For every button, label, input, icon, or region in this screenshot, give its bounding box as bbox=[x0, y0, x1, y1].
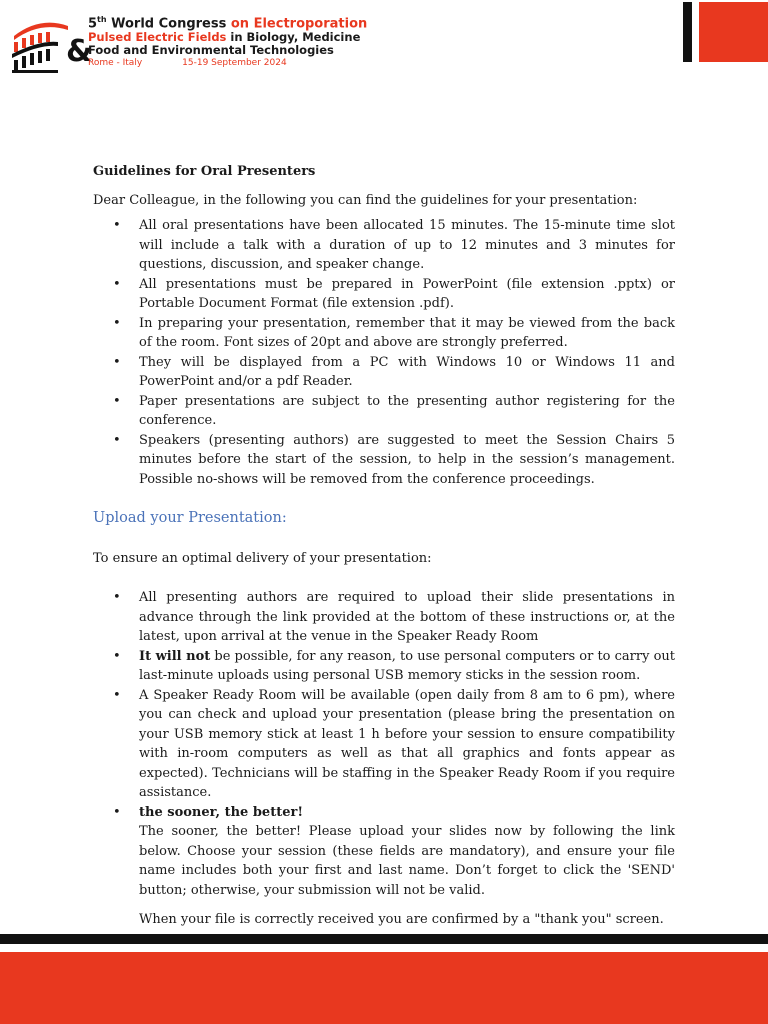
list-item: • A Speaker Ready Room will be available (open daily from 8 am to 6 pm), where you can check and upload your presentation (please bring the presentation on your USB memory stick at least 1 h before your session to ensure compatibility with in-room computers as well as that all graphics and fonts appear as expected). Technicians will be staffing in the Speaker Ready Room if you require assistance. bbox=[93, 686, 675, 803]
logo-text bbox=[88, 12, 367, 69]
footer-black-bar bbox=[0, 934, 768, 944]
list-item: • Speakers (presenting authors) are suggested to meet the Session Chairs 5 minutes before the start of the session, to help in the session’s management. Possible no-shows will be removed from the conference proceedings. bbox=[93, 431, 675, 490]
conference-logo bbox=[10, 12, 368, 78]
logo-line-4 bbox=[88, 57, 367, 69]
list-item: • In preparing your presentation, remember that it may be viewed from the back of the room. Font sizes of 20pt and above are strongly preferred. bbox=[93, 314, 675, 353]
list-item: • All presentations must be prepared in PowerPoint (file extension .pptx) or Portable Document Format (file extension .pdf). bbox=[93, 275, 675, 314]
list-item: • It will not be possible, for any reason, to use personal computers or to carry out last-minute uploads using personal USB memory sticks in the session room. bbox=[93, 647, 675, 686]
logo-line-3: Food and Environmental Technologies bbox=[88, 43, 334, 58]
logo-line-1: 5th World Congress on Electroporation bbox=[88, 15, 368, 32]
colosseum-icon bbox=[10, 16, 72, 74]
logo-ampersand: & bbox=[66, 34, 93, 69]
document-body bbox=[93, 162, 675, 930]
final-note: When your file is correctly received you are confirmed by a "thank you" screen. bbox=[139, 912, 664, 927]
ensure-text: To ensure an optimal delivery of your presentation: bbox=[93, 550, 432, 566]
page-title: Guidelines for Oral Presenters bbox=[93, 164, 316, 179]
list-item: • All presenting authors are required to upload their slide presentations in advance through the link provided at the bottom of these instructions or, at the latest, upon arrival at the venue in the Speaker Ready Room bbox=[93, 588, 675, 647]
upload-heading: Upload your Presentation: bbox=[93, 510, 287, 526]
logo-location: Rome - Italy bbox=[88, 58, 143, 69]
upload-list bbox=[93, 588, 675, 900]
list-item: • They will be displayed from a PC with Windows 10 or Windows 11 and PowerPoint and/or a pdf Reader. bbox=[93, 353, 675, 392]
logo-dates: 15-19 September 2024 bbox=[182, 58, 287, 69]
logo-line-2: Pulsed Electric Fields in Biology, Medicine bbox=[88, 30, 361, 45]
list-item: • the sooner, the better! The sooner, the better! Please upload your slides now by following the link below. Choose your session (these fields are mandatory), and ensure your file name includes both your first and last name. Don’t forget to click the 'SEND' button; otherwise, your submission will not be valid. bbox=[93, 803, 675, 901]
list-item: • All oral presentations have been allocated 15 minutes. The 15-minute time slot will include a talk with a duration of up to 12 minutes and 3 minutes for questions, discussion, and speaker change. bbox=[93, 216, 675, 275]
header-black-bar bbox=[683, 2, 692, 62]
intro-text: Dear Colleague, in the following you can find the guidelines for your presentation: bbox=[93, 192, 638, 208]
list-item: • Paper presentations are subject to the presenting author registering for the conference. bbox=[93, 392, 675, 431]
guidelines-list bbox=[93, 216, 675, 489]
header-red-block bbox=[699, 2, 768, 62]
footer-red-band bbox=[0, 952, 768, 1024]
